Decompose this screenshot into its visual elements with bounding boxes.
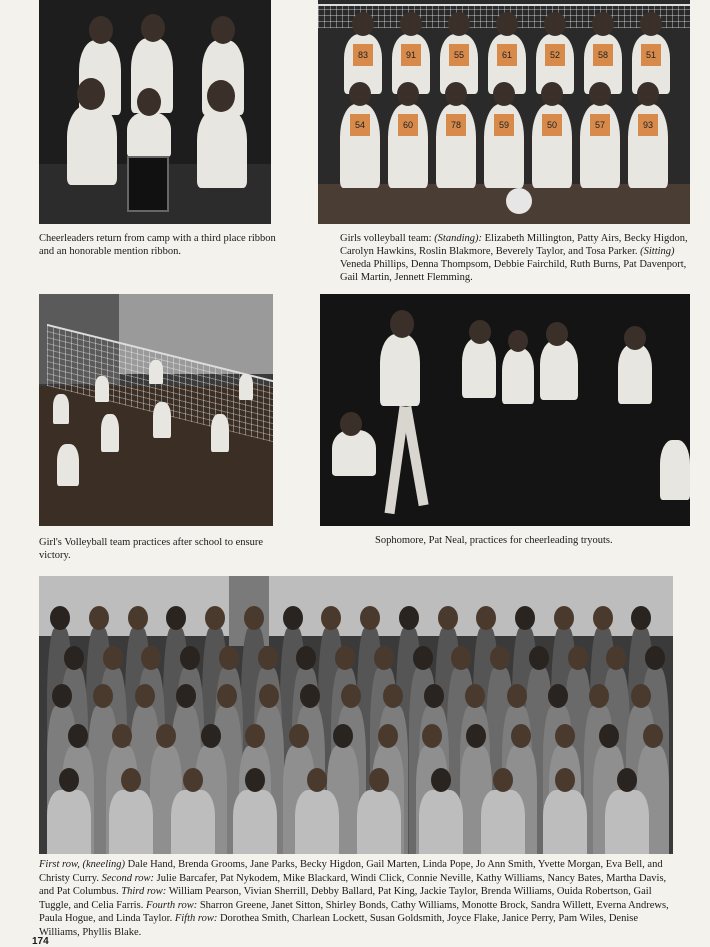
club-member-head bbox=[529, 646, 549, 670]
cheerleaders-photo bbox=[39, 0, 271, 224]
club-member-head bbox=[245, 724, 265, 748]
club-member-head bbox=[68, 724, 88, 748]
standing-names: Elizabeth Millington, Patty Airs, Becky Higdon, Carolyn Hawkins, Roslin Blakmore, Beverely Taylor, and Tosa Parker. bbox=[340, 233, 688, 257]
club-member bbox=[543, 790, 587, 854]
club-member-head bbox=[89, 606, 109, 630]
jersey-number: 60 bbox=[398, 114, 418, 136]
club-member-head bbox=[258, 646, 278, 670]
club-member-head bbox=[307, 768, 327, 792]
sitting-names: Veneda Phillips, Denna Thompsom, Debbie Fairchild, Ruth Burns, Pat Davenport, Gail Martin, Jennett Flemming. bbox=[340, 259, 687, 283]
club-member-head bbox=[128, 606, 148, 630]
club-member-head bbox=[617, 768, 637, 792]
club-member-head bbox=[50, 606, 70, 630]
club-caption bbox=[39, 858, 679, 939]
jersey-number: 57 bbox=[590, 114, 610, 136]
jersey-number: 93 bbox=[638, 114, 658, 136]
club-row3-label: Third row: bbox=[121, 886, 167, 897]
club-member-head bbox=[554, 606, 574, 630]
club-member-head bbox=[383, 684, 403, 708]
club-member bbox=[295, 790, 339, 854]
club-member bbox=[47, 790, 91, 854]
jersey-number: 58 bbox=[593, 44, 613, 66]
volleyball-practice-photo bbox=[39, 294, 273, 526]
player-head bbox=[592, 12, 614, 36]
club-member-head bbox=[205, 606, 225, 630]
sitting-label: (Sitting) bbox=[640, 246, 675, 257]
jersey-number: 54 bbox=[350, 114, 370, 136]
club-member-head bbox=[300, 684, 320, 708]
volleyball-team-lead: Girls volleyball team: bbox=[340, 233, 435, 244]
club-member-head bbox=[112, 724, 132, 748]
club-member-head bbox=[431, 768, 451, 792]
club-row2-label: Second row: bbox=[101, 872, 155, 884]
club-member-head bbox=[219, 646, 239, 670]
club-member bbox=[605, 790, 649, 854]
club-member-head bbox=[180, 646, 200, 670]
jersey-number: 55 bbox=[449, 44, 469, 66]
club-member-head bbox=[424, 684, 444, 708]
club-member-head bbox=[490, 646, 510, 670]
club-member-head bbox=[548, 684, 568, 708]
club-member-head bbox=[399, 606, 419, 630]
club-member-head bbox=[103, 646, 123, 670]
standing-label: (Standing): bbox=[434, 233, 483, 244]
jersey-number: 91 bbox=[401, 44, 421, 66]
club-member bbox=[481, 790, 525, 854]
jersey-number: 61 bbox=[497, 44, 517, 66]
club-row1-label: First row, (kneeling) bbox=[39, 859, 126, 870]
club-member-head bbox=[64, 646, 84, 670]
jersey-number: 52 bbox=[545, 44, 565, 66]
club-member-head bbox=[507, 684, 527, 708]
player-head bbox=[589, 82, 611, 106]
jersey-number: 83 bbox=[353, 44, 373, 66]
club-member-head bbox=[555, 724, 575, 748]
volleyball-ball bbox=[506, 188, 532, 214]
jersey-number: 78 bbox=[446, 114, 466, 136]
club-member-head bbox=[555, 768, 575, 792]
club-row5-label: Fifth row: bbox=[174, 913, 218, 924]
club-member-head bbox=[283, 606, 303, 630]
club-member-head bbox=[245, 768, 265, 792]
club-member-head bbox=[568, 646, 588, 670]
player-head bbox=[544, 12, 566, 36]
club-group-photo bbox=[39, 576, 673, 854]
volleyball-team-caption bbox=[340, 232, 692, 284]
club-member-head bbox=[593, 606, 613, 630]
club-member-head bbox=[438, 606, 458, 630]
club-row4-names: Sharron Greene, Janet Sitton, Shirley Bonds, Cathy Williams, Monotte Brock, Sandra Willett, Everna Andrews, Paula Hogue, and Linda Taylor. bbox=[39, 899, 669, 924]
club-member-head bbox=[515, 606, 535, 630]
club-member-head bbox=[183, 768, 203, 792]
club-member-head bbox=[645, 646, 665, 670]
club-member-head bbox=[606, 646, 626, 670]
club-member-head bbox=[59, 768, 79, 792]
club-member-head bbox=[360, 606, 380, 630]
club-row3-names: William Pearson, Vivian Sherrill, Debby Ballard, Pat King, Jackie Taylor, Brenda Williams, Ouida Robertson, Gail Tuggle, and Celia Farris. bbox=[39, 886, 652, 911]
player-head bbox=[352, 12, 374, 36]
club-member-head bbox=[52, 684, 72, 708]
club-member-head bbox=[259, 684, 279, 708]
club-member-head bbox=[335, 646, 355, 670]
player-head bbox=[400, 12, 422, 36]
club-member bbox=[419, 790, 463, 854]
club-member-head bbox=[422, 724, 442, 748]
club-member-head bbox=[201, 724, 221, 748]
player-head bbox=[640, 12, 662, 36]
club-member-head bbox=[374, 646, 394, 670]
club-member-head bbox=[141, 646, 161, 670]
cheer-tryouts-photo bbox=[320, 294, 690, 526]
jersey-number: 50 bbox=[542, 114, 562, 136]
club-member bbox=[233, 790, 277, 854]
jersey-number: 51 bbox=[641, 44, 661, 66]
player-head bbox=[349, 82, 371, 106]
club-member-head bbox=[369, 768, 389, 792]
player-head bbox=[541, 82, 563, 106]
club-member-head bbox=[511, 724, 531, 748]
club-member-head bbox=[121, 768, 141, 792]
club-member-head bbox=[413, 646, 433, 670]
club-row5-names: Dorothea Smith, Charlean Lockett, Susan Goldsmith, Joyce Flake, Janice Perry, Pam Wiles, Denise Williams, Phyllis Blake. bbox=[39, 913, 639, 938]
player-head bbox=[445, 82, 467, 106]
club-member-head bbox=[378, 724, 398, 748]
club-member-head bbox=[135, 684, 155, 708]
club-member-head bbox=[631, 684, 651, 708]
cheerleaders-caption: Cheerleaders return from camp with a third place ribbon and an honorable mention ribbon. bbox=[39, 233, 276, 257]
player-head bbox=[493, 82, 515, 106]
jersey-number: 59 bbox=[494, 114, 514, 136]
volleyball-team-photo bbox=[318, 0, 690, 224]
cheer-tryouts-caption: Sophomore, Pat Neal, practices for cheerleading tryouts. bbox=[375, 535, 613, 546]
player-head bbox=[397, 82, 419, 106]
club-row1-names: Dale Hand, Brenda Grooms, Jane Parks, Becky Higdon, Gail Marten, Linda Pope, Jo Ann Smith, Yvette Morgan, Eva Bell, and Christy Curry. bbox=[39, 859, 663, 884]
club-member-head bbox=[451, 646, 471, 670]
club-member-head bbox=[244, 606, 264, 630]
player-head bbox=[448, 12, 470, 36]
club-member bbox=[109, 790, 153, 854]
club-member bbox=[171, 790, 215, 854]
club-row2-names: Julie Barcafer, Pat Nykodem, Mike Blackard, Windi Click, Connie Neville, Kathy Williams, Nancy Bates, Martha Davis, and Pat Columbus. bbox=[39, 872, 667, 897]
club-member-head bbox=[296, 646, 316, 670]
club-member-head bbox=[493, 768, 513, 792]
club-row4-label: Fourth row: bbox=[145, 899, 198, 911]
player-head bbox=[496, 12, 518, 36]
trophy-ribbon-board bbox=[127, 156, 169, 212]
page-number: 174 bbox=[32, 936, 49, 947]
club-member-head bbox=[176, 684, 196, 708]
player-head bbox=[637, 82, 659, 106]
club-member bbox=[357, 790, 401, 854]
volleyball-practice-caption: Girl's Volleyball team practices after school to ensure victory. bbox=[39, 537, 263, 561]
